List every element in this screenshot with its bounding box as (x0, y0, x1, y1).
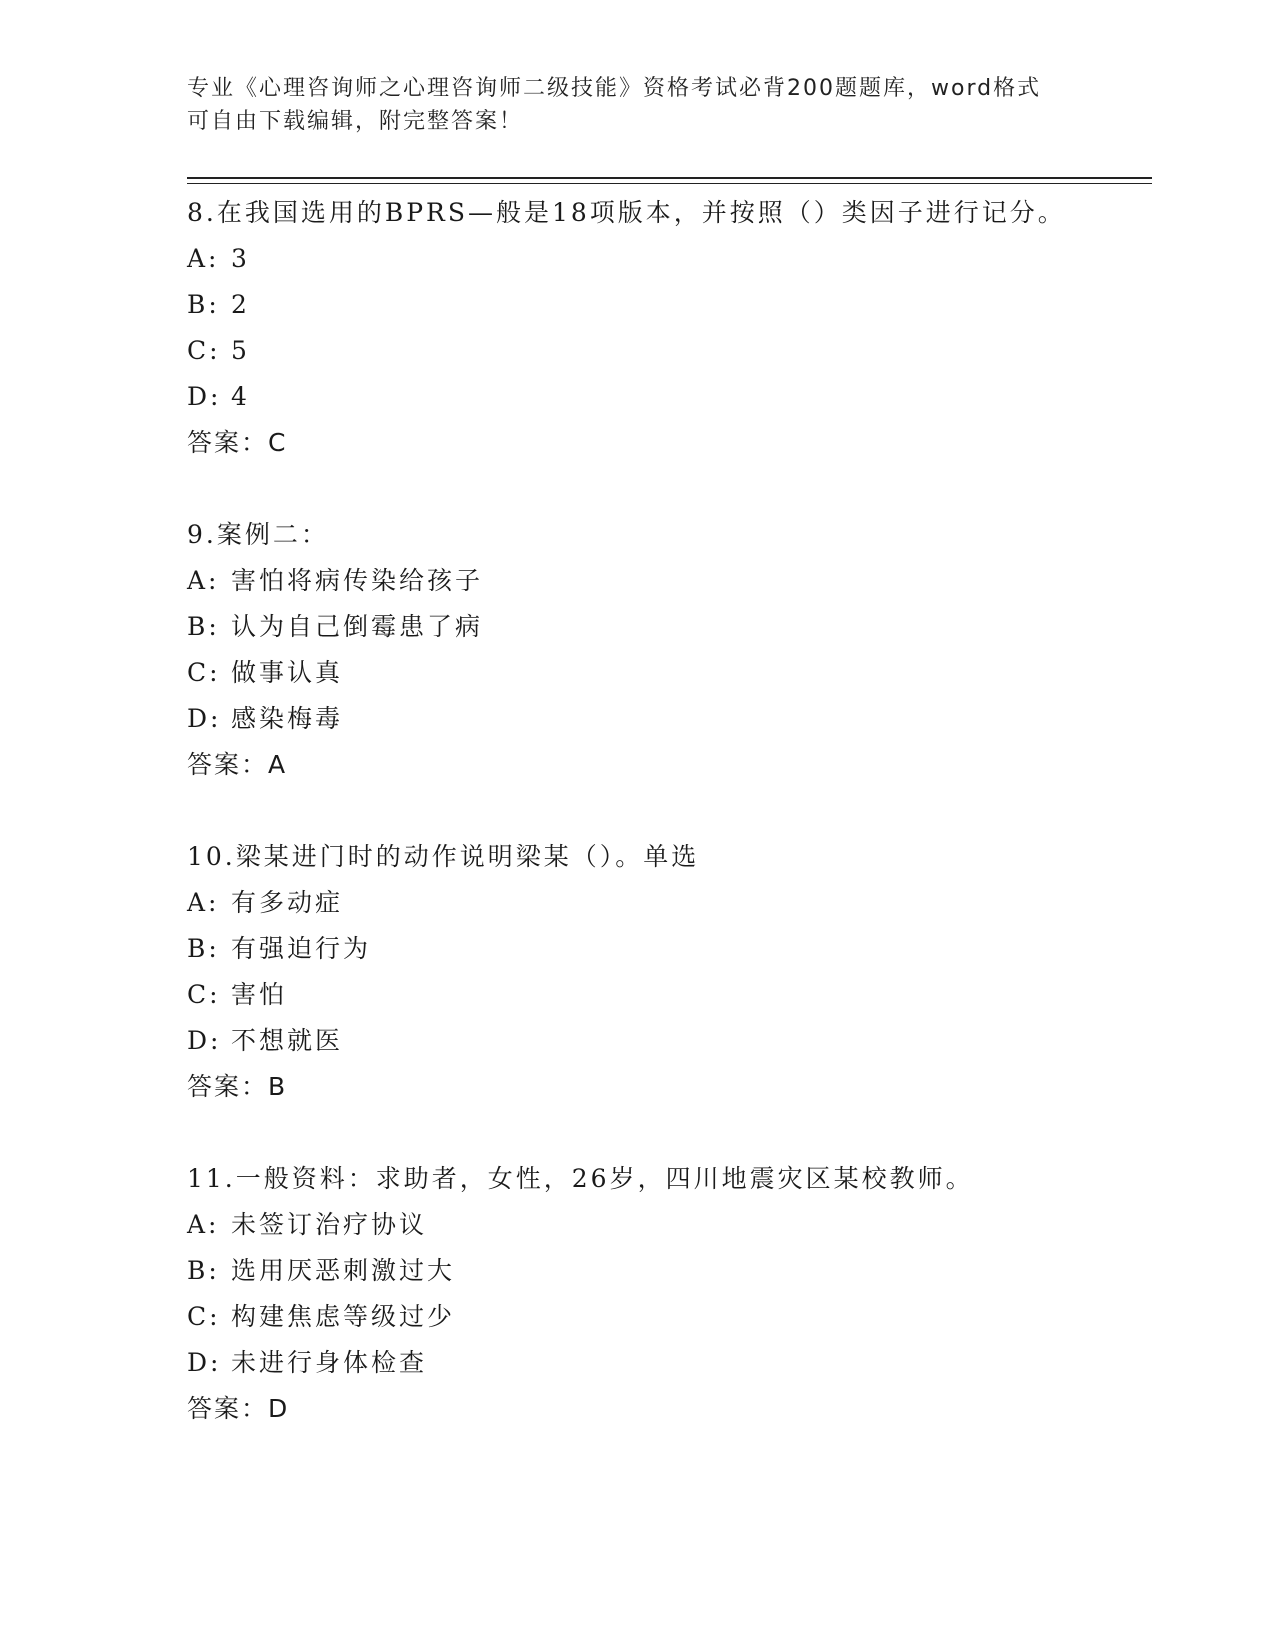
option-c (187, 650, 1152, 696)
option-b (187, 926, 1152, 972)
option-letter: D: (187, 704, 222, 733)
option-letter: D: (187, 382, 222, 411)
option-letter: C: (187, 658, 221, 687)
option-text: 害怕 (231, 980, 288, 1009)
question-8 (187, 190, 1152, 466)
option-letter: A: (187, 566, 220, 595)
option-letter: A: (187, 244, 220, 273)
option-text: 有多动症 (231, 888, 344, 917)
option-d (187, 1018, 1152, 1064)
option-text: 做事认真 (231, 658, 344, 687)
option-c (187, 328, 1152, 374)
option-letter: D: (187, 1348, 222, 1377)
option-text: 害怕将病传染给孩子 (231, 566, 484, 595)
answer-line: 答案：C (187, 428, 288, 457)
option-text: 2 (231, 290, 250, 319)
option-text: 未签订治疗协议 (231, 1210, 428, 1239)
option-letter: C: (187, 336, 221, 365)
question-10 (187, 834, 1152, 1110)
option-text: 未进行身体检查 (231, 1348, 428, 1377)
option-letter: A: (187, 888, 220, 917)
option-letter: C: (187, 1302, 221, 1331)
header-divider-thin (187, 183, 1152, 184)
option-letter: A: (187, 1210, 220, 1239)
answer-line: 答案：D (187, 1394, 290, 1423)
option-a (187, 880, 1152, 926)
option-text: 不想就医 (231, 1026, 344, 1055)
answer-line: 答案：A (187, 750, 288, 779)
option-d (187, 1340, 1152, 1386)
header-line-2: 可自由下载编辑，附完整答案！ (187, 109, 524, 134)
option-text: 选用厌恶刺激过大 (231, 1256, 456, 1285)
option-d (187, 374, 1152, 420)
option-c (187, 1294, 1152, 1340)
option-b (187, 604, 1152, 650)
header-divider-thick (187, 177, 1152, 179)
question-11 (187, 1156, 1152, 1432)
option-text: 3 (231, 244, 250, 273)
question-9 (187, 512, 1152, 788)
option-letter: C: (187, 980, 221, 1009)
header-line-1: 专业《心理咨询师之心理咨询师二级技能》资格考试必背200题题库，word格式 (187, 76, 1042, 101)
option-a (187, 558, 1152, 604)
document-header (187, 72, 1077, 138)
option-letter: B: (187, 612, 220, 641)
option-b (187, 1248, 1152, 1294)
option-d (187, 696, 1152, 742)
question-stem: 9.案例二： (187, 520, 329, 549)
option-letter: B: (187, 934, 220, 963)
question-stem: 11.一般资料：求助者，女性，26岁，四川地震灾区某校教师。 (187, 1164, 974, 1193)
option-letter: D: (187, 1026, 222, 1055)
option-text: 4 (231, 382, 250, 411)
option-text: 构建焦虑等级过少 (231, 1302, 456, 1331)
option-text: 有强迫行为 (231, 934, 372, 963)
option-letter: B: (187, 290, 220, 319)
option-letter: B: (187, 1256, 220, 1285)
option-text: 5 (231, 336, 250, 365)
option-c (187, 972, 1152, 1018)
option-a (187, 1202, 1152, 1248)
option-a (187, 236, 1152, 282)
answer-line: 答案：B (187, 1072, 288, 1101)
option-b (187, 282, 1152, 328)
question-list (187, 190, 1152, 1478)
question-stem: 10.梁某进门时的动作说明梁某（）。单选 (187, 842, 700, 871)
question-stem: 8.在我国选用的BPRS—般是18项版本，并按照（）类因子进行记分。 (187, 198, 1066, 227)
option-text: 认为自己倒霉患了病 (231, 612, 484, 641)
option-text: 感染梅毒 (231, 704, 344, 733)
